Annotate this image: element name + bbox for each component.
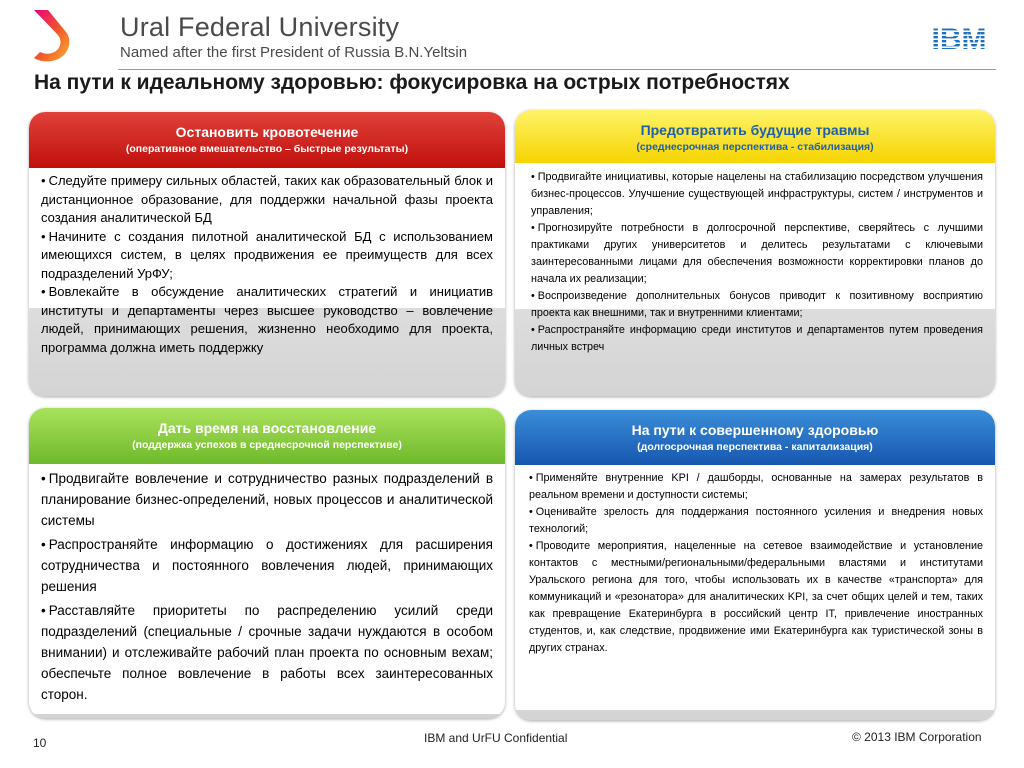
list-item: • Расставляйте приоритеты по распределению усилий среди подразделений (специальные / срочные задачи нуждаются в особом внимании) и отслеживайте рабочий план проекта по основным вехам; обеспечьте полное вовлечение в работы всех заинтересованных сторон.: [41, 600, 493, 705]
card-title: Остановить кровотечение: [175, 124, 359, 140]
card-subtitle: (оперативное вмешательство – быстрые результаты): [125, 143, 409, 155]
list-item: • Распространяйте информацию о достижениях для расширения сотрудничества и постоянного вовлечения людей, принимающих решения: [41, 534, 493, 597]
list-item: • Следуйте примеру сильных областей, таких как образовательный блок и дистанционное образование, для поддержки начальной фазы проекта создания аналитической БД: [41, 172, 493, 228]
card-title: Дать время на восстановление: [157, 420, 377, 436]
card-body: [515, 465, 995, 710]
card-perfect-health: [515, 410, 995, 720]
card-prevent-injuries: [515, 110, 995, 396]
ibm-logo-icon: [925, 24, 993, 52]
card-header: [515, 110, 995, 163]
page-number: 10: [33, 736, 47, 750]
card-subtitle: (среднесрочная перспектива - стабилизация): [636, 141, 874, 153]
list-item: • Распространяйте информацию среди институтов и департаментов путем проведения личных встреч: [531, 322, 983, 356]
svg-text:IBM: IBM: [931, 24, 987, 52]
card-title: Предотвратить будущие травмы: [640, 122, 870, 138]
list-item: • Продвигайте инициативы, которые нацелены на стабилизацию посредством улучшения бизнес-процессов. Улучшение существующей инфраструктуры, систем / инструментов и управления;: [531, 169, 983, 220]
copyright: © 2013 IBM Corporation: [852, 730, 982, 744]
header-divider: [118, 69, 996, 70]
card-recovery-time: [29, 408, 505, 718]
list-item: • Применяйте внутренние KPI / дашборды, основанные на замерах результатов в реальном времени и доступности системы;: [529, 470, 983, 504]
urfu-logo-icon: [30, 8, 82, 64]
slide-title: На пути к идеальному здоровью: фокусировка на острых потребностях: [34, 71, 790, 94]
list-item: • Начините с создания пилотной аналитической БД с использованием имеющихся систем, в целях продвижения ее преимуществ для всех подразделений УрФУ;: [41, 228, 493, 284]
card-header: [515, 410, 995, 465]
list-item: • Оценивайте зрелость для поддержания постоянного усиления и внедрения новых технологий;: [529, 504, 983, 538]
list-item: • Продвигайте вовлечение и сотрудничество разных подразделений в планирование бизнес-определений, новых процессов и аналитической системы: [41, 468, 493, 531]
card-body: [29, 464, 505, 714]
university-subtitle: Named after the first President of Russia B.N.Yeltsin: [120, 44, 468, 61]
card-subtitle: (долгосрочная перспектива - капитализация): [637, 441, 873, 453]
card-header: [29, 112, 505, 168]
card-stop-bleeding: [29, 112, 505, 396]
card-title: На пути к совершенному здоровью: [631, 422, 879, 438]
card-header: [29, 408, 505, 464]
card-subtitle: (поддержка успехов в среднесрочной перспективе): [132, 439, 402, 451]
confidential-note: IBM and UrFU Confidential: [424, 731, 568, 745]
card-body: [29, 168, 505, 355]
university-name: Ural Federal University: [120, 12, 400, 42]
list-item: • Прогнозируйте потребности в долгосрочной перспективе, сверяйтесь с лучшими практиками других университетов и делитесь результатами с ключевыми заинтересованными лицами для обеспечения возможности корректировки планов до начала их реализации;: [531, 220, 983, 288]
list-item: • Воспроизведение дополнительных бонусов приводит к позитивному восприятию проекта как внешними, так и внутренними клиентами;: [531, 288, 983, 322]
list-item: • Вовлекайте в обсуждение аналитических стратегий и инициатив институты и департаменты через высшее руководство – вовлечение людей, принимающих решения, жизненно необходимо для проекта, программа должна иметь поддержку: [41, 283, 493, 357]
list-item: • Проводите мероприятия, нацеленные на сетевое взаимодействие и установление контактов с местными/региональными/федеральными властями и институтами Уральского региона для того, чтобы использовать их в качестве «транспорта» для коммуникаций и «резонатора» для аналитических KPI, за счет общих целей и тем, таких как превращение Екатеринбурга в российский центр IT, привлечение иностранных студентов, и, как следствие, продвижение ими Екатеринбурга как туристической зоны в других странах.: [529, 538, 983, 657]
card-body: [515, 163, 995, 353]
